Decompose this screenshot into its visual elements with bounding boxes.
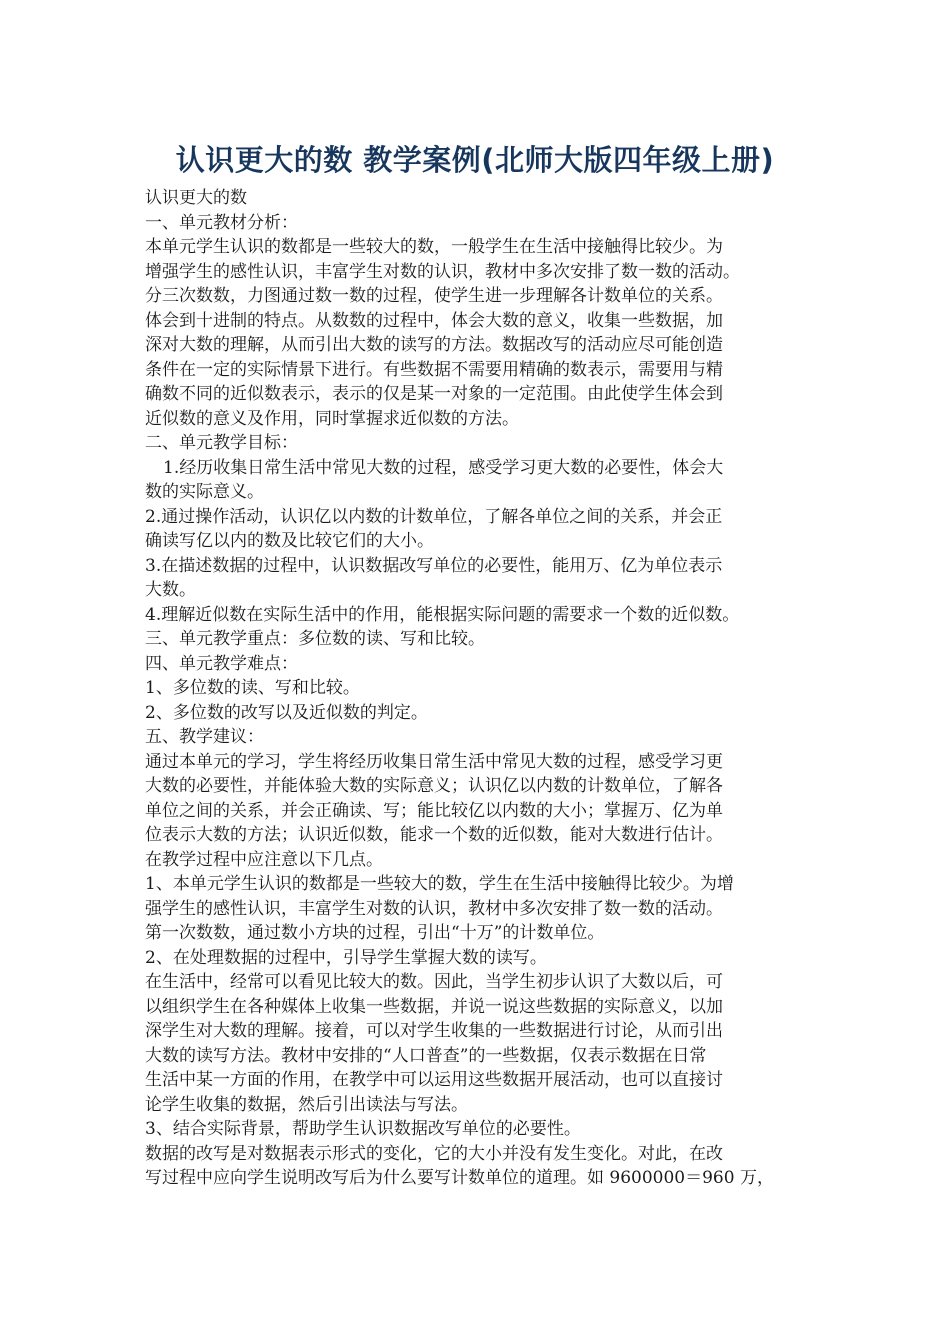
body-line: 在生活中，经常可以看见比较大的数。因此，当学生初步认识了大数以后，可 bbox=[145, 972, 723, 992]
body-line: 1.经历收集日常生活中常见大数的过程，感受学习更大数的必要性，体会大 bbox=[163, 457, 724, 478]
body-line: 第一次数数，通过数小方块的过程，引出“十万”的计数单位。 bbox=[145, 923, 605, 943]
body-line: 数据的改写是对数据表示形式的变化，它的大小并没有发生变化。对此，在改 bbox=[145, 1143, 723, 1164]
body-line: 大数的必要性，并能体验大数的实际意义；认识亿以内数的计数单位，了解各 bbox=[145, 776, 723, 796]
document-title: 认识更大的数 教学案例(北师大版四年级上册) bbox=[175, 143, 775, 177]
body-line: 深对大数的理解，从而引出大数的读写的方法。数据改写的活动应尽可能创造 bbox=[145, 335, 723, 355]
body-line: 生活中某一方面的作用，在教学中可以运用这些数据开展活动，也可以直接讨 bbox=[145, 1070, 723, 1090]
body-line: 确数不同的近似数表示，表示的仅是某一对象的一定范围。由此使学生体会到 bbox=[145, 384, 723, 404]
body-line: 分三次数数，力图通过数一数的过程，使学生进一步理解各计数单位的关系。 bbox=[145, 286, 723, 306]
body-line: 在教学过程中应注意以下几点。 bbox=[145, 849, 383, 870]
body-line: 强学生的感性认识，丰富学生对数的认识，教材中多次安排了数一数的活动。 bbox=[145, 898, 723, 919]
body-line: 以组织学生在各种媒体上收集一些数据，并说一说这些数据的实际意义，以加 bbox=[145, 996, 723, 1017]
body-line: 认识更大的数 bbox=[145, 188, 247, 208]
body-line: 深学生对大数的理解。接着，可以对学生收集的一些数据进行讨论，从而引出 bbox=[145, 1021, 723, 1041]
body-line: 确读写亿以内的数及比较它们的大小。 bbox=[145, 531, 434, 551]
body-line: 增强学生的感性认识，丰富学生对数的认识，教材中多次安排了数一数的活动。 bbox=[145, 261, 740, 282]
body-line: 1、多位数的读、写和比较。 bbox=[145, 678, 360, 698]
body-line: 通过本单元的学习，学生将经历收集日常生活中常见大数的过程，感受学习更 bbox=[145, 751, 723, 772]
body-line: 写过程中应向学生说明改写后为什么要写计数单位的道理。如 9600000＝960 万， bbox=[145, 1168, 774, 1188]
body-line: 数的实际意义。 bbox=[145, 482, 264, 502]
body-line: 大数。 bbox=[145, 580, 196, 600]
body-line: 1、本单元学生认识的数都是一些较大的数，学生在生活中接触得比较少。为增 bbox=[145, 874, 734, 894]
body-line: 位表示大数的方法；认识近似数，能求一个数的近似数，能对大数进行估计。 bbox=[145, 825, 723, 845]
body-line: 2、多位数的改写以及近似数的判定。 bbox=[145, 702, 428, 723]
section-heading: 三、单元教学重点：多位数的读、写和比较。 bbox=[145, 629, 485, 649]
body-line: 论学生收集的数据，然后引出读法与写法。 bbox=[145, 1094, 468, 1115]
body-line: 本单元学生认识的数都是一些较大的数，一般学生在生活中接触得比较少。为 bbox=[145, 237, 723, 257]
body-line: 4.理解近似数在实际生活中的作用，能根据实际问题的需要求一个数的近似数。 bbox=[145, 604, 740, 625]
section-heading: 一、单元教材分析： bbox=[145, 212, 298, 233]
section-heading: 四、单元教学难点： bbox=[145, 653, 298, 674]
body-line: 条件在一定的实际情景下进行。有些数据不需要用精确的数表示，需要用与精 bbox=[145, 359, 723, 380]
body-line: 3、结合实际背景，帮助学生认识数据改写单位的必要性。 bbox=[145, 1119, 581, 1139]
document-body bbox=[145, 186, 815, 1191]
body-line: 2、在处理数据的过程中，引导学生掌握大数的读写。 bbox=[145, 947, 547, 968]
body-line: 体会到十进制的特点。从数数的过程中，体会大数的意义，收集一些数据，加 bbox=[145, 310, 723, 331]
body-line: 大数的读写方法。教材中安排的“人口普查”的一些数据，仅表示数据在日常 bbox=[145, 1045, 707, 1066]
section-heading: 五、教学建议： bbox=[145, 727, 264, 747]
body-line: 单位之间的关系，并会正确读、写；能比较亿以内数的大小；掌握万、亿为单 bbox=[145, 800, 723, 821]
section-heading: 二、单元教学目标： bbox=[145, 433, 298, 453]
body-line: 近似数的意义及作用，同时掌握求近似数的方法。 bbox=[145, 408, 519, 429]
body-line: 2.通过操作活动，认识亿以内数的计数单位，了解各单位之间的关系，并会正 bbox=[145, 506, 723, 527]
body-line: 3.在描述数据的过程中，认识数据改写单位的必要性，能用万、亿为单位表示 bbox=[145, 555, 723, 576]
